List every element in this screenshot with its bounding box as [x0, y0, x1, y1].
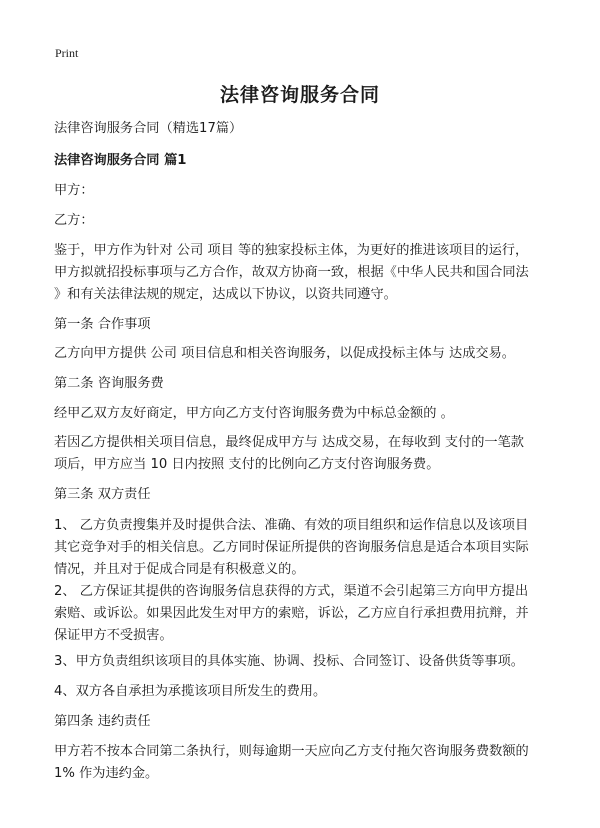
- article3-item2-line: 索赔、或诉讼。如果因此发生对甲方的索赔，诉讼，乙方应自行承担费用抗辩，并: [54, 606, 529, 621]
- article4-body: [54, 741, 554, 785]
- article1-heading: 第一条 合作事项: [54, 317, 151, 332]
- article4-line: 甲方若不按本合同第二条执行，则每逾期一天应向乙方支付拖欠咨询服务费数额的: [54, 744, 529, 759]
- article3-item2-line: 保证甲方不受损害。: [54, 628, 173, 643]
- article4-line: 1% 作为违约金。: [54, 766, 159, 781]
- article4-heading: 第四条 违约责任: [54, 714, 151, 729]
- intro-line: 》和有关法律法规的规定，达成以下协议，以资共同遵守。: [54, 287, 397, 302]
- article2-line: 项后，甲方应当 10 日内按照 支付的比例向乙方支付咨询服务费。: [54, 457, 440, 472]
- party-b-label: 乙方：: [54, 213, 94, 228]
- page-title: 法律咨询服务合同: [219, 84, 380, 106]
- section-heading: 法律咨询服务合同 篇1: [54, 153, 187, 168]
- article2-body1: 经甲乙双方友好商定，甲方向乙方支付咨询服务费为中标总金额的 。: [54, 406, 454, 421]
- intro-paragraph: [54, 240, 554, 306]
- article2-line: 若因乙方提供相关项目信息，最终促成甲方与 达成交易，在每收到 支付的一笔款: [54, 435, 524, 450]
- article3-item1-line: 1、 乙方负责搜集并及时提供合法、准确、有效的项目组织和运作信息以及该项目: [54, 518, 529, 533]
- article3-item2-line: 2、 乙方保证其提供的咨询服务信息获得的方式，渠道不会引起第三方向甲方提出: [54, 584, 529, 599]
- print-link[interactable]: Print: [55, 46, 79, 60]
- article3-heading: 第三条 双方责任: [54, 487, 151, 502]
- article3-item1-line: 其它竞争对手的相关信息。乙方同时保证所提供的咨询服务信息是适合本项目实际: [54, 540, 529, 555]
- article3-item2: [54, 581, 554, 647]
- article3-item1: [54, 515, 554, 581]
- article3-item3: 3、甲方负责组织该项目的具体实施、协调、投标、合同签订、设备供货等事项。: [54, 654, 524, 669]
- article2-body2: [54, 432, 554, 476]
- article3-item4: 4、双方各自承担为承揽该项目所发生的费用。: [54, 684, 327, 699]
- party-a-label: 甲方：: [54, 183, 94, 198]
- article2-heading: 第二条 咨询服务费: [54, 376, 164, 391]
- article1-body: 乙方向甲方提供 公司 项目信息和相关咨询服务，以促成投标主体与 达成交易。: [54, 346, 515, 361]
- intro-line: 鉴于，甲方作为针对 公司 项目 等的独家投标主体，为更好的推进该项目的运行，: [54, 243, 529, 258]
- article3-item1-line: 情况，并且对于促成合同是有积极意义的。: [54, 562, 305, 577]
- intro-line: 甲方拟就招投标事项与乙方合作，故双方协商一致，根据《中华人民共和国合同法: [54, 265, 529, 280]
- subtitle: 法律咨询服务合同（精选17篇）: [54, 121, 243, 136]
